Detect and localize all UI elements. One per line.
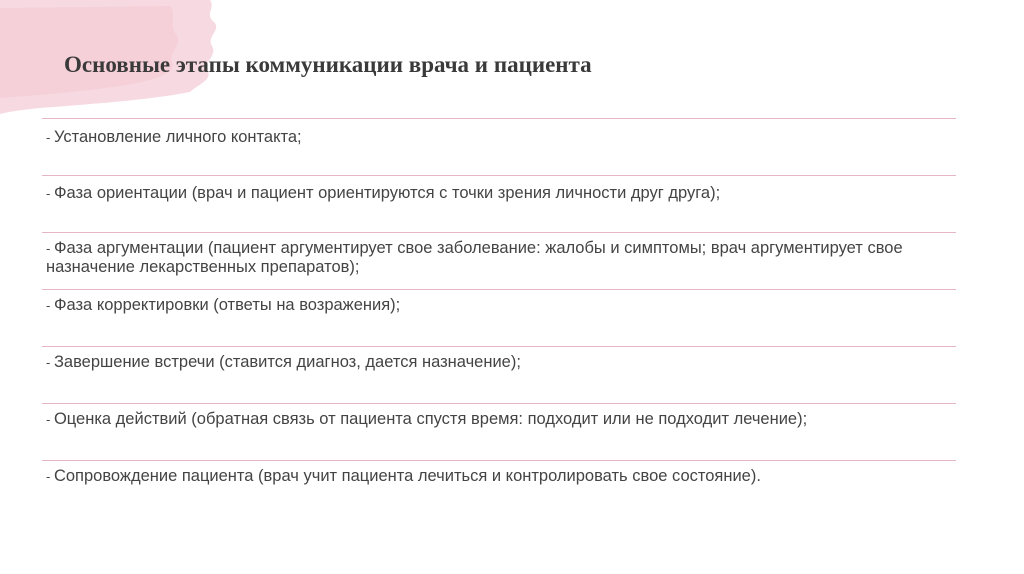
list-item: [42, 346, 956, 403]
list-item-text: Фаза аргументации (пациент аргументирует свое заболевание: жалобы и симптомы; врач аргументирует свое назначение лекарственных препаратов);: [46, 239, 903, 276]
list-item: [42, 460, 956, 517]
list-dash: -: [46, 469, 54, 484]
list-dash: -: [46, 241, 54, 256]
slide-title: Основные этапы коммуникации врача и пациента: [64, 52, 592, 77]
list-item-text: Установление личного контакта;: [53, 128, 302, 146]
list-dash: -: [46, 130, 54, 145]
stages-list: [42, 118, 956, 517]
list-item-text: Оценка действий (обратная связь от пациента спустя время: подходит или не подходит лечение);: [53, 410, 808, 428]
list-item: [42, 232, 956, 289]
list-dash: -: [46, 186, 54, 201]
list-item-text: Фаза ориентации (врач и пациент ориентируются с точки зрения личности друг друга);: [53, 184, 721, 202]
list-item-text: Фаза корректировки (ответы на возражения);: [53, 296, 401, 314]
list-item-text: Сопровождение пациента (врач учит пациента лечиться и контролировать свое состояние).: [53, 467, 761, 485]
list-item: [42, 289, 956, 346]
list-item: [42, 403, 956, 460]
list-item: [42, 175, 956, 232]
list-item: [42, 118, 956, 175]
list-item-text: Завершение встречи (ставится диагноз, дается назначение);: [53, 353, 521, 371]
list-dash: -: [46, 298, 54, 313]
list-dash: -: [46, 355, 54, 370]
list-dash: -: [46, 412, 54, 427]
